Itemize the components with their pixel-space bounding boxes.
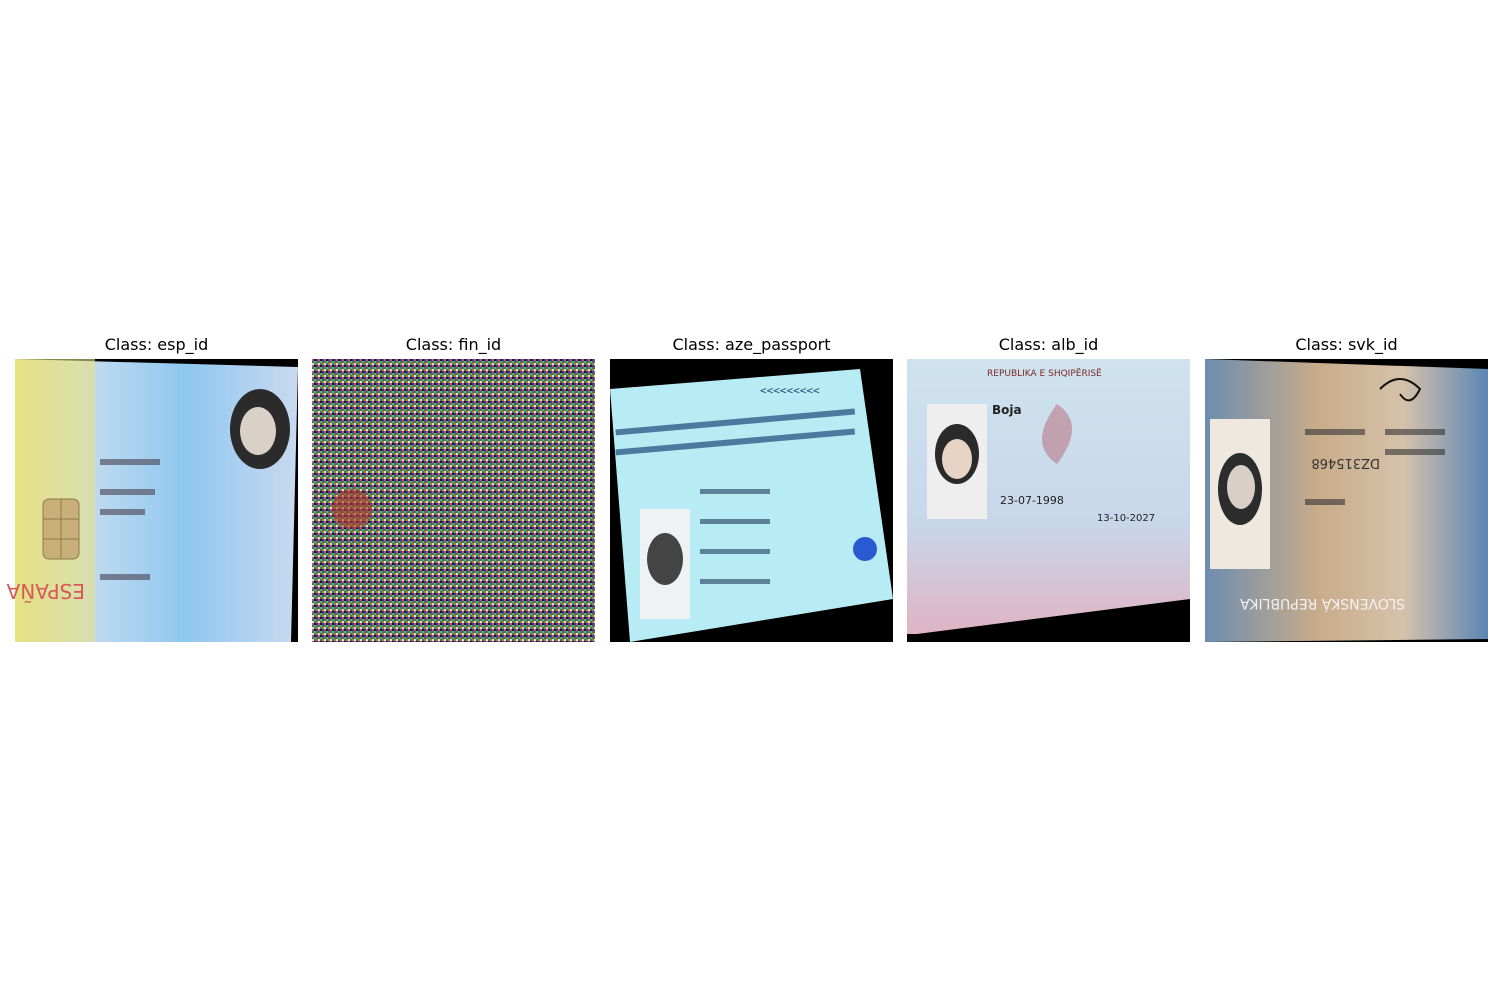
panel-esp-id [6,333,298,642]
panel-fin-id [312,333,595,642]
panel-svk-id [1205,333,1488,642]
panel-aze-passport [610,333,893,642]
alb-date2-text: 13-10-2027 [1097,513,1156,524]
alb-date1-text: 23-07-1998 [1000,494,1064,507]
esp-card-picture [6,359,298,642]
aze-mrz-text: <<<<<<<<< [760,384,820,397]
fin-card-picture [312,359,595,642]
panel-title: Class: aze_passport [672,335,831,354]
id-card-image-svk [1205,359,1488,642]
aze-card-picture [610,359,893,642]
id-card-image-alb [907,359,1190,642]
id-card-image-fin [312,359,595,642]
esp-country-text: ESPAÑA [6,579,85,603]
panel-title: Class: esp_id [104,335,209,354]
panel-title: Class: fin_id [405,335,502,354]
id-card-image-esp [6,359,298,642]
svk-header-text: SLOVENSKÁ REPUBLIKA [1239,595,1405,611]
panel-alb-id [907,333,1190,642]
alb-card-picture [907,359,1190,642]
svk-number-text: DZ315468 [1311,455,1380,470]
svk-card-picture [1205,359,1488,642]
alb-surname-text: Boja [992,403,1022,417]
id-card-image-aze [610,359,893,642]
panel-title: Class: svk_id [1295,335,1398,354]
panel-title: Class: alb_id [998,335,1099,354]
alb-header-text: REPUBLIKA E SHQIPËRISË [987,369,1102,379]
